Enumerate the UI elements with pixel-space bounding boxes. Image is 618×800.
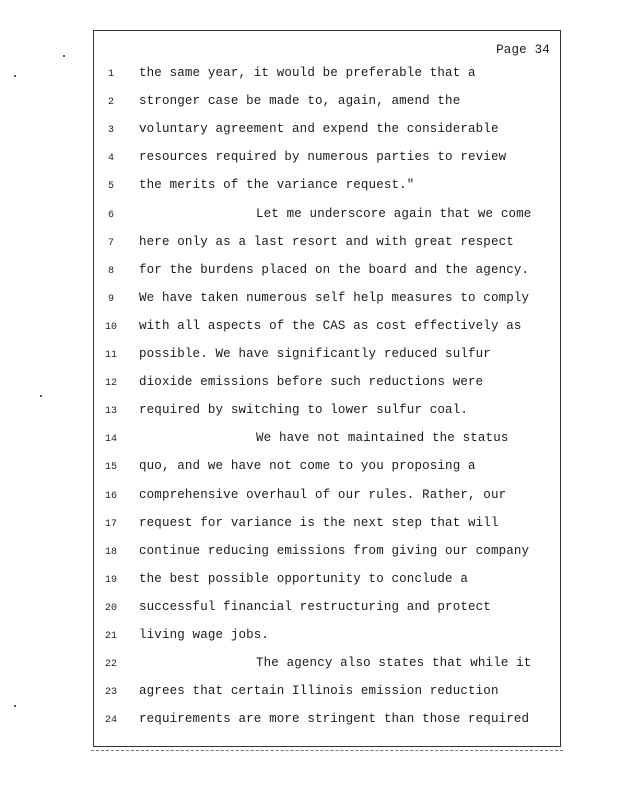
line-text: the merits of the variance request."	[139, 178, 415, 193]
transcript-line	[94, 263, 562, 283]
line-number: 1	[107, 69, 114, 80]
line-text: agrees that certain Illinois emission reduction	[139, 684, 499, 699]
scan-speck	[14, 75, 16, 77]
line-text: living wage jobs.	[139, 628, 270, 642]
line-text: for the burdens placed on the board and the agency.	[139, 262, 530, 277]
line-number: 4	[107, 153, 114, 165]
transcript-line	[94, 516, 562, 536]
line-number: 20	[104, 602, 117, 614]
line-number: 5	[107, 181, 114, 193]
transcript-line	[94, 94, 562, 114]
line-text: We have taken numerous self help measures to comply	[139, 290, 530, 305]
line-number: 10	[104, 321, 117, 333]
line-number: 9	[107, 293, 114, 305]
line-number: 18	[104, 546, 117, 558]
transcript-line	[94, 291, 562, 311]
line-number: 16	[104, 490, 117, 502]
transcript-line	[94, 207, 562, 227]
line-text: dioxide emissions before such reductions were	[139, 375, 484, 390]
transcript-line	[94, 235, 562, 255]
transcript-line	[94, 656, 562, 676]
transcript-line	[94, 572, 562, 592]
line-text: comprehensive overhaul of our rules. Rather, our	[139, 487, 507, 502]
transcript-line	[94, 488, 562, 508]
transcript-line	[94, 459, 562, 479]
transcript-line	[94, 319, 562, 339]
line-number: 7	[107, 237, 114, 249]
scan-speck	[14, 705, 16, 707]
line-number: 8	[107, 265, 114, 277]
transcript-line	[94, 150, 562, 170]
line-text: request for variance is the next step that will	[139, 515, 499, 530]
transcript-line	[94, 403, 562, 423]
line-text: voluntary agreement and expend the considerable	[139, 122, 499, 137]
transcript-line	[94, 544, 562, 564]
line-text: successful financial restructuring and protect	[139, 599, 491, 614]
transcript-line	[94, 66, 562, 86]
transcript-line	[94, 375, 562, 395]
line-text: quo, and we have not come to you proposing a	[139, 459, 476, 474]
line-number: 21	[104, 631, 117, 642]
line-text: the best possible opportunity to conclude a	[139, 571, 469, 586]
line-number: 15	[104, 462, 117, 474]
line-number: 12	[104, 378, 117, 390]
scan-speck	[40, 395, 42, 397]
page-number: Page 34	[496, 43, 550, 57]
line-text: continue reducing emissions from giving our company	[139, 543, 530, 558]
line-number: 6	[107, 209, 114, 221]
transcript-line	[94, 178, 562, 198]
line-text: required by switching to lower sulfur coal.	[139, 403, 469, 418]
line-text: The agency also states that while it	[256, 656, 532, 671]
transcript-line	[94, 600, 562, 620]
line-text: possible. We have significantly reduced sulfur	[139, 347, 491, 361]
line-number: 19	[104, 574, 117, 586]
line-text: Let me underscore again that we come	[256, 206, 532, 221]
line-text: requirements are more stringent than those required	[139, 712, 530, 727]
scan-speck	[63, 55, 65, 57]
line-number: 23	[104, 687, 117, 699]
line-text: resources required by numerous parties to review	[139, 150, 507, 165]
line-number: 17	[104, 518, 117, 530]
line-text: with all aspects of the CAS as cost effectively as	[139, 318, 522, 333]
transcript-line	[94, 122, 562, 142]
line-number: 14	[104, 434, 117, 446]
line-number: 24	[104, 715, 117, 727]
line-text: We have not maintained the status	[256, 431, 509, 446]
line-text: here only as a last resort and with great respect	[139, 234, 514, 249]
transcript-line	[94, 712, 562, 732]
line-number: 13	[104, 406, 117, 418]
line-number: 3	[107, 125, 114, 137]
transcript-line	[94, 431, 562, 451]
line-text: stronger case be made to, again, amend the	[139, 94, 461, 109]
line-number: 11	[104, 350, 117, 361]
line-text: the same year, it would be preferable that a	[139, 66, 476, 80]
transcript-line	[94, 684, 562, 704]
transcript-line	[94, 628, 562, 648]
line-number: 2	[107, 97, 114, 109]
transcript-page	[93, 30, 561, 747]
transcript-line	[94, 347, 562, 367]
line-number: 22	[104, 659, 117, 671]
